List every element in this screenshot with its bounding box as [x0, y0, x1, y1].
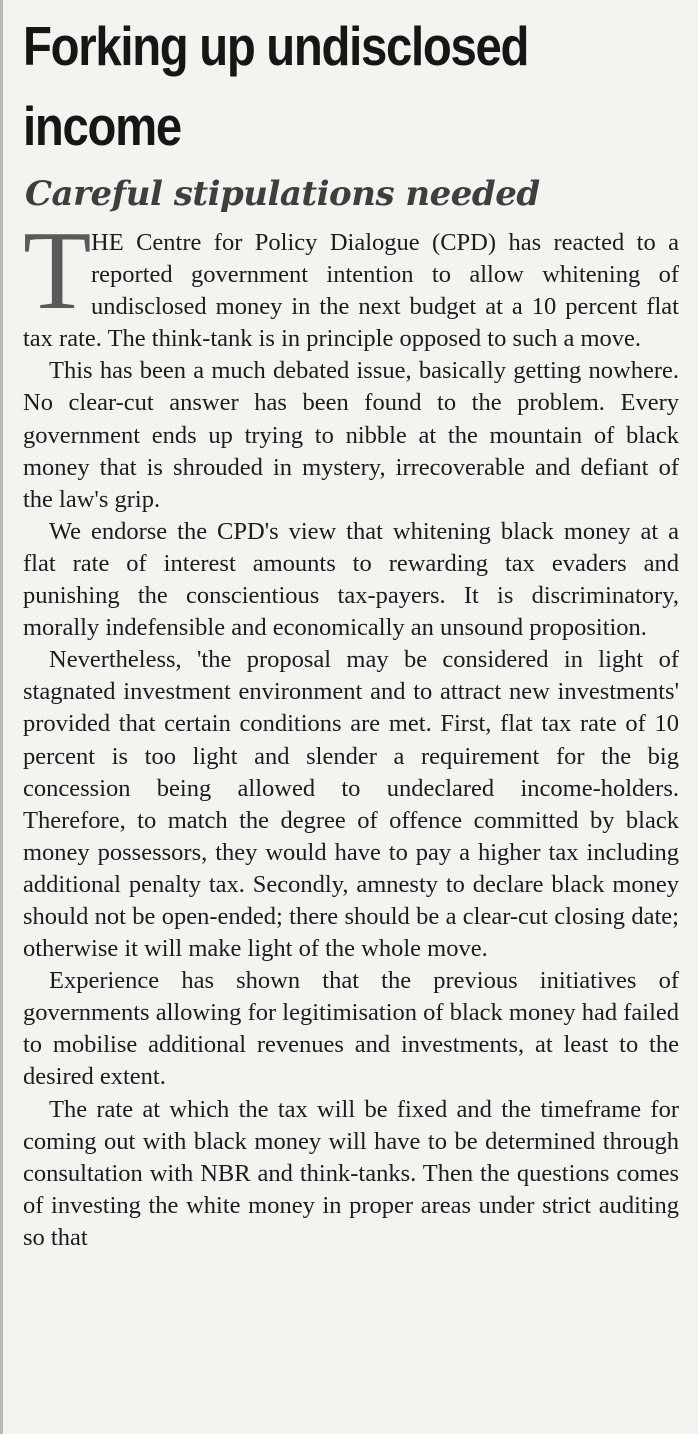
drop-cap: T — [23, 209, 92, 333]
paragraph-1 — [23, 209, 679, 355]
subheadline: Careful stipulations needed — [25, 174, 540, 214]
paragraph-4: Nevertheless, 'the proposal may be considered in light of stagnated investment environment and to attract new investments' provided that certain conditions are met. First, flat tax rate of 10 percent is too light and slender a requirement for the big concession being allowed to undeclared income-holders. Therefore, to match the degree of offence committed by black money possessors, they would have to pay a higher tax including additional penalty tax. Secondly, amnesty to declare black money should not be open-ended; there should be a clear-cut closing date; otherwise it will make light of the whole move. — [23, 646, 679, 963]
article-body — [23, 209, 679, 1254]
paragraph-5: Experience has shown that the previous initiatives of governments allowing for legitimisation of black money had failed to mobilise additional revenues and investments, at least to the desired extent. — [23, 967, 679, 1091]
paragraph-1-text: HE Centre for Policy Dialogue (CPD) has reacted to a reported government intention to allow whitening of undisclosed money in the next budget at a 10 percent flat tax rate. The think-tank is in principle opposed to such a move. — [23, 229, 679, 353]
paragraph-2: This has been a much debated issue, basically getting nowhere. No clear-cut answer has been found to the problem. Every government ends up trying to nibble at the mountain of black money that is shrouded in mystery, irrecoverable and defiant of the law's grip. — [23, 357, 679, 513]
paragraph-6: The rate at which the tax will be fixed and the timeframe for coming out with black money will have to be determined through consultation with NBR and think-tanks. Then the questions comes of investing the white money in proper areas under strict auditing so that — [23, 1095, 679, 1251]
paragraph-3: We endorse the CPD's view that whitening black money at a flat rate of interest amounts to rewarding tax evaders and punishing the conscientious tax-payers. It is discriminatory, morally indefensible and economically an unsound proposition. — [23, 517, 679, 642]
headline: Forking up undisclosed income — [23, 15, 529, 157]
